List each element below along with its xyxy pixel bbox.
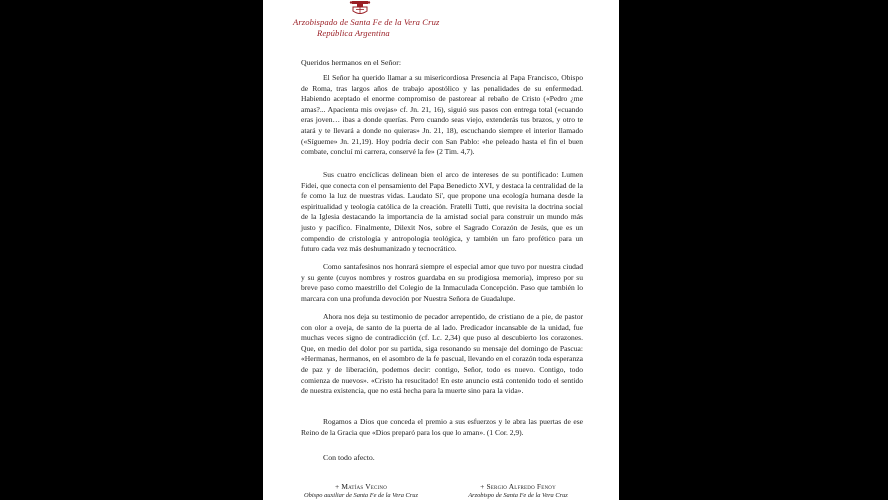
paragraph-5: Rogamos a Dios que conceda el premio a sus esfuerzos y le abra las puertas de ese Reino de la Gracia que «Dios preparó para los que lo aman». (1 Cor. 2,9).: [301, 417, 583, 437]
signature-name: + Matías Vecino: [334, 482, 388, 491]
signature-auxiliary-bishop: [281, 482, 441, 499]
paragraph-2: Sus cuatro encíclicas delinean bien el arco de intereses de su pontificado: Lumen Fidei, que conecta con el pensamiento del Papa Benedicto XVI, y destaca la centralidad de la fe como la luz de nuestras vidas. Laudato Si', que propone una ecología humana desde la espiritualidad y teología católica de la creación. Fratelli Tutti, que revisita la doctrina social de la Iglesia destacando la importancia de la amistad social para construir un mundo más justo y pacífico. Finalmente, Dilexit Nos, sobre el Sagrado Corazón de Jesús, que es un compendio de cristología y antropología teológica, y también un faro profético para un futuro cada vez más deshumanizado y tecnocrático.: [301, 170, 583, 254]
greeting: Queridos hermanos en el Señor:: [301, 58, 402, 67]
paragraph-1: El Señor ha querido llamar a su misericordiosa Presencia al Papa Francisco, Obispo de Roma, tras largos años de trabajo apostólico y las penalidades de su enfermedad. Habiendo aceptado el enorme compromiso de pastorear al rebaño de Cristo («Pedro ¿me amas?... Apacienta mis ovejas» cf. Jn. 21, 16), siguió sus pasos con entrega total («cuando eras joven… ibas a donde querías. Pero cuando seas viejo, extenderás tus brazos, y otro te atará y te llevará a donde no quieras» Jn. 21, 18), escuchando siempre el interior llamado («Sígueme» Jn. 21,19). Hoy podría decir con San Pablo: «he peleado hasta el fin el buen combate, concluí mi carrera, conservé la fe» (2 Tim. 4,7).: [301, 73, 583, 157]
signature-name: + Sergio Alfredo Fenoy: [480, 482, 556, 491]
letterhead: [293, 0, 443, 42]
letterhead-title: Arzobispado de Santa Fe de la Vera Cruz: [293, 17, 440, 27]
closing: Con todo afecto.: [323, 453, 375, 462]
paragraph-4: Ahora nos deja su testimonio de pecador arrepentido, de cristiano de a pie, de pastor con olor a oveja, de santo de la puerta de al lado. Predicador incansable de la unidad, fue muchas veces signo de contradicción (cf. Lc. 2,34) que puso al descubierto los corazones. Que, en medio del dolor por su partida, siga resonando su mensaje del domingo de Pascua: «Hermanas, hermanos, en el asombro de la fe pascual, llevando en el corazón toda esperanza de paz y de liberación, podemos decir: contigo, Señor, todo es nuevo. Contigo, todo comienza de nuevos». «Cristo ha resucitado! En este anuncio está contenido todo el sentido de nuestra existencia, que no está hecha para la muerte sino para la vida».: [301, 312, 583, 396]
paragraph-3: Como santafesinos nos honrará siempre el especial amor que tuvo por nuestra ciudad y su gente (cuyos nombres y rostros guardaba en su prodigiosa memoria), impreso por su breve paso como maestrillo del Colegio de la Inmaculada Concepción. Paso que también lo marcara con una profunda devoción por Nuestra Señora de Guadalupe.: [301, 262, 583, 303]
letterhead-country: República Argentina: [317, 28, 390, 38]
signature-role: Arzobispo de Santa Fe de la Vera Cruz: [468, 492, 568, 499]
letter-page: [263, 0, 619, 500]
signature-archbishop: [433, 482, 603, 499]
archdiocese-crest-icon: [348, 0, 372, 16]
signature-role: Obispo auxiliar de Santa Fe de la Vera Cruz: [304, 492, 418, 499]
